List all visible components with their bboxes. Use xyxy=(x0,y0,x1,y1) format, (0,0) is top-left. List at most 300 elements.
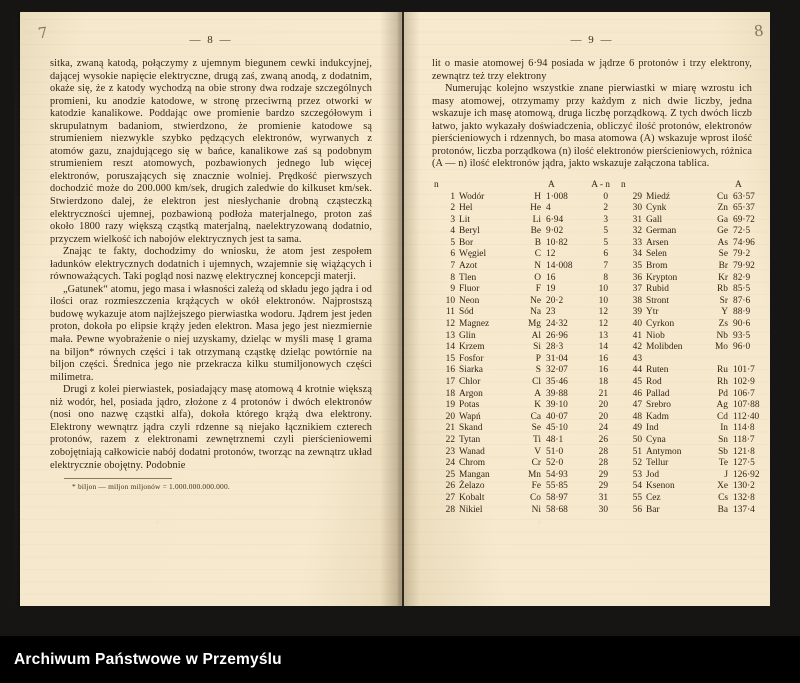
cell-symbol: Cu xyxy=(717,191,728,202)
cell-atomic-mass: 19 xyxy=(546,284,556,295)
element-table-row xyxy=(432,354,610,366)
cell-element-name: Pallad xyxy=(646,388,670,399)
element-table-row xyxy=(432,226,610,238)
cell-atomic-number: 24 xyxy=(445,458,455,469)
cell-atomic-mass: 4 xyxy=(546,203,551,214)
cell-symbol: Ag xyxy=(716,400,728,411)
cell-element-name: Chlor xyxy=(459,377,481,388)
left-body-text xyxy=(50,58,372,472)
element-table-row xyxy=(432,377,610,389)
header-symbol xyxy=(517,180,548,192)
cell-symbol: Be xyxy=(530,226,541,237)
element-table-row xyxy=(432,389,610,401)
archive-watermark-banner xyxy=(0,636,800,683)
cell-atomic-number: 40 xyxy=(632,319,642,330)
cell-atomic-mass: 26·96 xyxy=(546,330,568,341)
cell-symbol: Br xyxy=(718,261,728,272)
cell-element-name: Potas xyxy=(459,400,480,411)
cell-atomic-mass: 51·0 xyxy=(546,446,564,457)
cell-element-name: Cynk xyxy=(646,203,667,214)
element-table-row xyxy=(432,296,610,308)
cell-atomic-number: 3 xyxy=(450,214,455,225)
cell-atomic-mass: 35·46 xyxy=(546,377,568,388)
cell-atomic-mass: 82·9 xyxy=(733,272,751,283)
cell-symbol: Fe xyxy=(531,481,541,492)
cell-symbol: J xyxy=(724,469,728,480)
open-book xyxy=(8,10,792,620)
cell-atomic-number: 43 xyxy=(632,353,642,364)
cell-atomic-mass: 107·88 xyxy=(733,400,760,411)
header-n: n xyxy=(434,179,439,190)
cell-element-name: Ytr xyxy=(646,307,659,318)
cell-atomic-number: 53 xyxy=(632,469,642,480)
cell-element-name: Bar xyxy=(646,504,660,515)
cell-symbol: Nb xyxy=(716,330,728,341)
cell-atomic-number: 19 xyxy=(445,400,455,411)
cell-atomic-number: 54 xyxy=(632,481,642,492)
element-table-row xyxy=(432,493,610,505)
cell-symbol: Ba xyxy=(717,504,728,515)
cell-atomic-number: 11 xyxy=(445,307,455,318)
header-name xyxy=(461,180,517,192)
cell-symbol: N xyxy=(534,261,541,272)
cell-atomic-number: 30 xyxy=(632,203,642,214)
cell-a-minus-n: 31 xyxy=(598,492,608,503)
cell-atomic-number: 29 xyxy=(632,191,642,202)
cell-element-name: Chrom xyxy=(459,458,486,469)
cell-atomic-mass: 127·5 xyxy=(733,458,755,469)
element-table-row xyxy=(432,192,610,204)
cell-element-name: Bor xyxy=(459,237,474,248)
paragraph: „Gatunek“ atomu, jego masa i własności zależą od składu jego jądra i od ilości oraz rozmieszczenia krążących w okół elektronów. Najprostszą budowę wykazuje atom najlżejszego pierwiastka wodoru. Jądrem jest jeden proton, dokoła po elipsie krąży jeden elektron. Masa jego jest niezmiernie mała. Pewne wyobrażenie o niej uzyskamy, dzieląc w myśli masę 1 grama na biljon* równych części i tak otrzymaną cząstkę dzieląc powtórnie na biljon części. Średnica jego nie przekracza kilku stumiljonowych części milimetra. xyxy=(50,283,372,383)
cell-atomic-number: 45 xyxy=(632,377,642,388)
cell-symbol: Kr xyxy=(718,272,728,283)
cell-atomic-mass: 9·02 xyxy=(546,226,564,237)
cell-element-name: Cyrkon xyxy=(646,319,675,330)
cell-a-minus-n: 7 xyxy=(603,261,608,272)
cell-a-minus-n: 26 xyxy=(598,434,608,445)
cell-element-name: Gall xyxy=(646,214,663,225)
cell-atomic-mass: 23 xyxy=(546,307,556,318)
cell-symbol: He xyxy=(530,203,541,214)
cell-atomic-mass: 32·07 xyxy=(546,365,568,376)
cell-element-name: Molibden xyxy=(646,342,683,353)
paragraph: Drugi z kolei pierwiastek, posiadający masę atomową 4 krotnie większą niż wodór, hel, posiada jądro, złożone z 4 protonów i dwóch elektronów (nosi ono nazwę cząstki alfa), dokoła którego krążą dwa elektrony. Elektrony wewnątrz jądra czyli rdzenne są niejako łącznikiem czterech protonów, razem z elektronami zewnętrznemi czyli pierścieniowemi zobojętniają całkowicie nabój dodatni protonów, tworząc na zewnątrz układ elektrycznie obojętny. Podobnie xyxy=(50,384,372,471)
cell-atomic-number: 25 xyxy=(445,469,455,480)
cell-symbol: Li xyxy=(532,214,541,225)
element-table-row xyxy=(432,284,610,296)
header-a-minus-n: A - n xyxy=(591,179,610,190)
cell-symbol xyxy=(702,354,733,366)
header-a: A xyxy=(548,179,555,190)
element-table-row xyxy=(432,365,610,377)
cell-atomic-mass: 63·57 xyxy=(733,191,755,202)
cell-element-name: Glin xyxy=(459,330,476,341)
cell-symbol: Al xyxy=(531,330,541,341)
cell-atomic-number: 1 xyxy=(450,191,455,202)
cell-atomic-mass: 39·10 xyxy=(546,400,568,411)
cell-symbol: Ru xyxy=(717,365,728,376)
cell-element-name: Skand xyxy=(459,423,483,434)
cell-symbol: O xyxy=(534,272,541,283)
cell-symbol: Cd xyxy=(717,411,728,422)
cell-atomic-number: 14 xyxy=(445,342,455,353)
cell-a-minus-n: 12 xyxy=(598,319,608,330)
cell-atomic-mass: 72·5 xyxy=(733,226,751,237)
cell-atomic-mass: 55·85 xyxy=(546,481,568,492)
cell-atomic-number: 6 xyxy=(450,249,455,260)
cell-symbol: K xyxy=(534,400,541,411)
cell-element-name: Krypton xyxy=(646,272,678,283)
cell-atomic-mass: 87·6 xyxy=(733,295,751,306)
cell-element-name: Azot xyxy=(459,261,478,272)
cell-element-name: Wodór xyxy=(459,191,485,202)
cell-atomic-mass: 126·92 xyxy=(733,469,760,480)
cell-element-name: Kadm xyxy=(646,411,669,422)
left-page-column xyxy=(50,34,372,491)
cell-atomic-number: 2 xyxy=(450,203,455,214)
cell-symbol: Rb xyxy=(717,284,728,295)
cell-a-minus-n: 20 xyxy=(598,400,608,411)
cell-element-name: Ruten xyxy=(646,365,669,376)
cell-element-name: Kobalt xyxy=(459,492,485,503)
cell-element-name: Fluor xyxy=(459,284,480,295)
element-table-row xyxy=(432,505,610,517)
element-table-row xyxy=(432,470,610,482)
cell-atomic-number: 18 xyxy=(445,388,455,399)
element-table-header-row xyxy=(432,180,610,192)
element-table-row xyxy=(432,342,610,354)
cell-atomic-mass: 58·68 xyxy=(546,504,568,515)
cell-a-minus-n: 21 xyxy=(598,388,608,399)
element-table xyxy=(432,179,760,516)
cell-atomic-mass: 79·92 xyxy=(733,261,755,272)
archive-watermark-text: Archiwum Państwowe w Przemyślu xyxy=(14,650,282,668)
cell-atomic-mass: 58·97 xyxy=(546,492,568,503)
marginalia-left-corner: 7 xyxy=(36,23,49,43)
left-folio: — 8 — xyxy=(189,34,233,46)
cell-atomic-number: 49 xyxy=(632,423,642,434)
cell-symbol: Zn xyxy=(717,203,728,214)
cell-a-minus-n: 5 xyxy=(603,226,608,237)
book-cover-right-edge xyxy=(770,0,800,622)
cell-atomic-mass: 40·07 xyxy=(546,411,568,422)
cell-element-name: Argon xyxy=(459,388,483,399)
cell-atomic-number: 12 xyxy=(445,319,455,330)
cell-atomic-number: 47 xyxy=(632,400,642,411)
right-page-column xyxy=(432,34,760,516)
header-n: n xyxy=(621,179,626,190)
cell-symbol: V xyxy=(534,446,541,457)
cell-element-name: Żelazo xyxy=(459,481,485,492)
book-cover-left-edge xyxy=(0,0,14,622)
cell-element-name: Cyna xyxy=(646,434,666,445)
cell-element-name: Lit xyxy=(459,214,470,225)
element-table-row xyxy=(432,435,610,447)
cell-a-minus-n: 10 xyxy=(598,284,608,295)
cell-atomic-number: 31 xyxy=(632,214,642,225)
cell-atomic-mass: 102·9 xyxy=(733,377,755,388)
cell-atomic-number: 50 xyxy=(632,434,642,445)
paragraph: lit o masie atomowej 6·94 posiada w jądrze 6 protonów i trzy elektrony, zewnątrz też trzy elektrony xyxy=(432,58,752,82)
cell-atomic-number: 26 xyxy=(445,481,455,492)
cell-atomic-mass: 52·0 xyxy=(546,458,564,469)
cell-symbol: Ca xyxy=(530,411,541,422)
cell-atomic-number: 56 xyxy=(632,504,642,515)
cell-atomic-number: 44 xyxy=(632,365,642,376)
cell-element-name: Selen xyxy=(646,249,667,260)
cell-atomic-mass: 74·96 xyxy=(733,237,755,248)
cell-atomic-mass: 10·82 xyxy=(546,237,568,248)
cell-atomic-number: 48 xyxy=(632,411,642,422)
cell-element-name: Ind xyxy=(646,423,659,434)
cell-atomic-mass: 88·9 xyxy=(733,307,751,318)
cell-symbol: Ti xyxy=(532,434,541,445)
cell-atomic-number: 41 xyxy=(632,330,642,341)
cell-a-minus-n: 12 xyxy=(598,307,608,318)
cell-atomic-number: 51 xyxy=(632,446,642,457)
cell-element-name: Fosfor xyxy=(459,353,484,364)
cell-atomic-mass: 1·008 xyxy=(546,191,568,202)
cell-a-minus-n: 5 xyxy=(603,237,608,248)
cell-element-name: Tytan xyxy=(459,434,481,445)
paragraph: Znając te fakty, dochodzimy do wniosku, że atom jest zespołem ładunków elektrycznych dodatnich i ujemnych, wzajemnie się wiążących i równoważących. Taki pogląd nosi nazwę elektrycznej koncepcji materji. xyxy=(50,246,372,283)
cell-a-minus-n: 14 xyxy=(598,342,608,353)
cell-element-name: Mangan xyxy=(459,469,490,480)
cell-a-minus-n: 16 xyxy=(598,365,608,376)
left-page xyxy=(20,10,402,620)
footnote-rule xyxy=(64,478,172,479)
cell-atomic-number: 22 xyxy=(445,434,455,445)
cell-atomic-number: 8 xyxy=(450,272,455,283)
cell-symbol: Cr xyxy=(531,458,541,469)
element-table-row xyxy=(432,273,610,285)
cell-a-minus-n: 8 xyxy=(603,272,608,283)
cell-element-name: Cez xyxy=(646,492,661,503)
cell-symbol: Mg xyxy=(527,319,541,330)
cell-element-name: Wapń xyxy=(459,411,481,422)
cell-a-minus-n: 20 xyxy=(598,411,608,422)
cell-atomic-number: 5 xyxy=(450,237,455,248)
cell-symbol: Ne xyxy=(530,295,541,306)
cell-symbol: P xyxy=(535,353,541,364)
cell-atomic-number: 33 xyxy=(632,237,642,248)
cell-symbol: A xyxy=(534,388,541,399)
cell-atomic-number: 21 xyxy=(445,423,455,434)
cell-element-name: Hel xyxy=(459,203,473,214)
cell-atomic-number: 52 xyxy=(632,458,642,469)
cell-atomic-mass: 14·008 xyxy=(546,261,573,272)
cell-symbol: Pd xyxy=(718,388,728,399)
cell-atomic-mass: 118·7 xyxy=(733,434,755,445)
cell-atomic-mass: 85·5 xyxy=(733,284,751,295)
cell-a-minus-n: 10 xyxy=(598,295,608,306)
cell-element-name: Tellur xyxy=(646,458,669,469)
cell-atomic-number: 13 xyxy=(445,330,455,341)
cell-a-minus-n: 30 xyxy=(598,504,608,515)
cell-symbol: Se xyxy=(531,423,541,434)
cell-a-minus-n: 24 xyxy=(598,423,608,434)
cell-atomic-mass: 130·2 xyxy=(733,481,755,492)
cell-atomic-number: 38 xyxy=(632,295,642,306)
cell-atomic-number: 9 xyxy=(450,284,455,295)
cell-symbol: Sn xyxy=(718,434,728,445)
cell-a-minus-n: 28 xyxy=(598,446,608,457)
cell-atomic-mass: 54·93 xyxy=(546,469,568,480)
cell-atomic-number: 15 xyxy=(445,353,455,364)
cell-atomic-mass: 16 xyxy=(546,272,556,283)
cell-element-name: Krzem xyxy=(459,342,485,353)
right-body-text xyxy=(432,58,752,171)
header-name xyxy=(648,180,704,192)
element-table-row xyxy=(432,447,610,459)
cell-atomic-number: 37 xyxy=(632,284,642,295)
cell-symbol: C xyxy=(534,249,541,260)
cell-element-name: Rod xyxy=(646,377,662,388)
cell-atomic-number: 39 xyxy=(632,307,642,318)
cell-element-name: Arsen xyxy=(646,237,669,248)
cell-symbol: As xyxy=(717,237,728,248)
cell-atomic-mass: 101·7 xyxy=(733,365,755,376)
cell-atomic-number: 32 xyxy=(632,226,642,237)
cell-atomic-mass: 90·6 xyxy=(733,319,751,330)
cell-symbol: Na xyxy=(530,307,541,318)
cell-symbol: Co xyxy=(530,492,541,503)
cell-symbol: Sr xyxy=(719,295,728,306)
footnote: * biljon — miljon miljonów = 1.000.000.000.000. xyxy=(72,482,230,492)
cell-symbol: H xyxy=(534,191,541,202)
cell-symbol: B xyxy=(534,237,541,248)
cell-element-name: Niob xyxy=(646,330,665,341)
cell-atomic-mass: 24·32 xyxy=(546,319,568,330)
cell-element-name: Nikiel xyxy=(459,504,483,515)
cell-symbol: S xyxy=(535,365,541,376)
cell-element-name: Neon xyxy=(459,295,480,306)
cell-element-name: Miedź xyxy=(646,191,670,202)
cell-symbol: Te xyxy=(718,458,728,469)
cell-a-minus-n: 29 xyxy=(598,469,608,480)
cell-element-name: Jod xyxy=(646,469,660,480)
cell-atomic-mass: 121·8 xyxy=(733,446,755,457)
element-table-row xyxy=(432,412,610,424)
cell-element-name: German xyxy=(646,226,677,237)
element-table-row xyxy=(432,458,610,470)
cell-atomic-number: 34 xyxy=(632,249,642,260)
element-table-row xyxy=(432,423,610,435)
cell-symbol: Mo xyxy=(714,342,728,353)
book-cover-bottom-edge xyxy=(0,606,800,636)
cell-a-minus-n: 28 xyxy=(598,458,608,469)
cell-element-name: Antymon xyxy=(646,446,682,457)
cell-atomic-mass: 112·40 xyxy=(733,411,760,422)
cell-atomic-number: 10 xyxy=(445,295,455,306)
element-table-row xyxy=(432,307,610,319)
element-table-row xyxy=(432,261,610,273)
cell-atomic-mass: 31·04 xyxy=(546,353,568,364)
cell-atomic-mass: 28·3 xyxy=(546,342,564,353)
cell-atomic-number: 20 xyxy=(445,411,455,422)
cell-element-name: Brom xyxy=(646,261,668,272)
cell-atomic-number: 28 xyxy=(445,504,455,515)
cell-element-name: Beryl xyxy=(459,226,480,237)
cell-atomic-number: 7 xyxy=(450,261,455,272)
cell-a-minus-n: 13 xyxy=(598,330,608,341)
cell-atomic-mass: 6·94 xyxy=(546,214,564,225)
element-table-row xyxy=(432,481,610,493)
right-page xyxy=(404,10,780,620)
cell-atomic-mass: 39·88 xyxy=(546,388,568,399)
cell-a-minus-n: 16 xyxy=(598,353,608,364)
element-table-row xyxy=(432,331,610,343)
cell-atomic-number: 55 xyxy=(632,492,642,503)
marginalia-right-corner: 8 xyxy=(753,21,766,41)
cell-symbol: Ni xyxy=(531,504,541,515)
cell-element-name: Rubid xyxy=(646,284,669,295)
cell-atomic-mass: 45·10 xyxy=(546,423,568,434)
cell-a-minus-n: 29 xyxy=(598,481,608,492)
cell-atomic-number: 35 xyxy=(632,261,642,272)
cell-element-name xyxy=(646,354,702,366)
cell-symbol: Cs xyxy=(718,492,728,503)
cell-a-minus-n: 6 xyxy=(603,249,608,260)
cell-element-name: Siarka xyxy=(459,365,483,376)
element-table-row xyxy=(432,215,610,227)
cell-symbol: Se xyxy=(718,249,728,260)
cell-atomic-mass: 106·7 xyxy=(733,388,755,399)
cell-symbol: F xyxy=(535,284,541,295)
cell-element-name: Sód xyxy=(459,307,474,318)
cell-element-name: Wanad xyxy=(459,446,485,457)
paragraph: sitka, zwaną katodą, połączymy z ujemnym biegunem cewki indukcyjnej, dającej wysokie napięcie elektryczne, drugą zaś, zwaną anodą, z dodatnim, okaże się, że z katody wychodzą na obie strony dwa rodzaje szczególnych promieni, ku anodzie katodowe, w stronę przeciwrną przez otworki w katodzie kanalikowe. Poddając owe promienie bardzo szczegółowym i skrupulatnym badaniom, stwierdzono, że promienie katodowe są strumieniem niezwykle szybko pędzących elektronów, wyrwanych z atomów gazu, znajdującego się w bańce, kanalikowe zaś są podobnym strumieniem reszt atomowych, pozbawionych jednego lub więcej elektronów, poruszających się znacznie wolniej. Prędkość pierwszych dochodzić może do 200.000 km/sek, drugich zaledwie do kilkuset km/sek. Stwierdzono dalej, że elektron jest niesłychanie drobną cząsteczką elektryczności ujemnej, pozbawioną podłoża materjalnego, proton zaś około 1800 razy większą cząstką materjalną, naelektryzowaną dodatnio, przyczem wielkość ich nabojów elektrycznych jest ta sama. xyxy=(50,58,372,245)
cell-atomic-number: 23 xyxy=(445,446,455,457)
cell-element-name: Węgiel xyxy=(459,249,487,260)
cell-atomic-mass: 93·5 xyxy=(733,330,751,341)
element-table-row xyxy=(432,238,610,250)
cell-symbol: Si xyxy=(533,342,541,353)
cell-a-minus-n: 3 xyxy=(603,214,608,225)
cell-atomic-mass: 48·1 xyxy=(546,434,564,445)
cell-element-name: Tlen xyxy=(459,272,477,283)
element-table-row xyxy=(432,249,610,261)
cell-a-minus-n: 18 xyxy=(598,377,608,388)
cell-atomic-number: 16 xyxy=(445,365,455,376)
header-symbol xyxy=(704,180,735,192)
cell-symbol: Rh xyxy=(717,377,728,388)
element-table-row xyxy=(432,203,610,215)
cell-atomic-number: 27 xyxy=(445,492,455,503)
cell-a-minus-n: 2 xyxy=(603,203,608,214)
cell-atomic-mass: 114·8 xyxy=(733,423,755,434)
cell-a-minus-n: 0 xyxy=(603,191,608,202)
cell-atomic-mass: 137·4 xyxy=(733,504,755,515)
cell-atomic-mass: 132·8 xyxy=(733,492,755,503)
paragraph: Numerując kolejno wszystkie znane pierwiastki w miarę wzrostu ich masy atomowej, otrzymamy przy każdym z nich dwie liczby, jedna wskazuje ich masę atomową, druga liczbę porządkową. Z tych dwóch liczb łatwo, jakto wykazały doświadczenia, obliczyć ilość protonów, elektronów pierścieniowych i rdzennych, bo masa atomowa (A) wskazuje wprost ilość protonów, liczba porządkowa (n) ilość elektronów pierścieniowych, różnica (A — n) ilość elektronów jądra, jakto wskazuje załączona tablica. xyxy=(432,83,752,170)
cell-element-name: Magnez xyxy=(459,319,490,330)
right-folio: — 9 — xyxy=(570,34,614,46)
element-table-left-column xyxy=(432,180,610,516)
book-cover-top-edge xyxy=(0,0,800,12)
cell-atomic-mass: 65·37 xyxy=(733,203,755,214)
cell-symbol: Sb xyxy=(718,446,728,457)
cell-element-name: Srebro xyxy=(646,400,671,411)
cell-symbol: Xe xyxy=(717,481,728,492)
cell-atomic-mass: 79·2 xyxy=(733,249,751,260)
cell-atomic-mass: 12 xyxy=(546,249,556,260)
cell-atomic-mass: 96·0 xyxy=(733,342,751,353)
cell-symbol: Ge xyxy=(717,226,728,237)
cell-symbol: Cl xyxy=(532,377,541,388)
cell-symbol: Y xyxy=(721,307,728,318)
